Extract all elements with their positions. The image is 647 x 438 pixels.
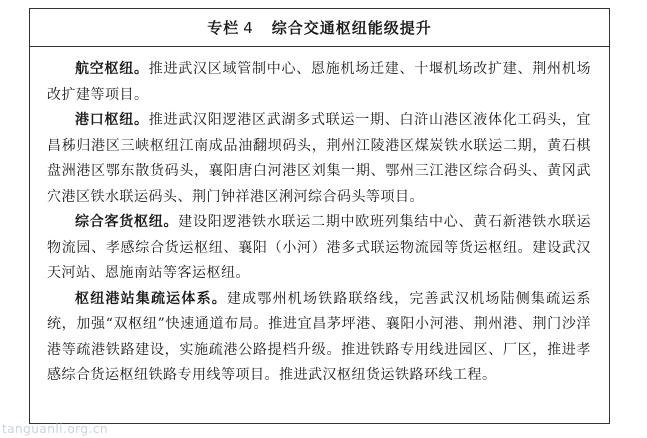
- paragraph-text: 推进武汉阳逻港区武湖多式联运一期、白浒山港区液体化工码头，宜昌秭归港区三峡枢纽江南成品油翻坝码头，荆州江陵港区煤炭铁水联运二期，黄石棋盘洲港区鄂东散货码头，襄阳唐白河港区刘集一期、鄂州三江港区综合码头、黄冈武穴港区铁水联运码头、荆门钟祥港区浰河综合码头等项目。: [47, 112, 591, 205]
- watermark: tanguanli.org.cn: [2, 422, 109, 436]
- paragraph-passenger-freight-hub: [47, 210, 591, 287]
- paragraph-text: 建设阳逻港铁水联运二期中欧班列集结中心、黄石新港铁水联运物流园、孝感综合货运枢纽、襄阳（小河）港多式联运物流园等货运枢纽。建设武汉天河站、恩施南站等客运枢纽。: [47, 214, 591, 281]
- paragraph-text: 推进武汉区域管制中心、恩施机场迁建、十堰机场改扩建、荆州机场改扩建等项目。: [47, 61, 591, 103]
- paragraph-title: 枢纽港站集疏运体系。: [75, 290, 227, 307]
- paragraph-title: 航空枢纽。: [75, 61, 149, 77]
- column-content: [30, 47, 609, 389]
- paragraph-aviation-hub: [47, 57, 591, 108]
- column-box: [29, 8, 610, 424]
- column-header: [30, 9, 609, 47]
- column-title: 综合交通枢纽能级提升: [271, 19, 432, 37]
- paragraph-text: 建成鄂州机场铁路联络线，完善武汉机场陆侧集疏运系统，加强“双枢纽”快速通道布局。推进宜昌茅坪港、襄阳小河港、荆州港、荆门沙洋港等疏港铁路建设，实施疏港公路提档升级。推进铁路专用线进园区、厂区，推进孝感综合货运枢纽铁路专用线等项目。推进武汉枢纽货运铁路环线工程。: [47, 290, 592, 383]
- paragraph-title: 港口枢纽。: [75, 112, 149, 128]
- paragraph-title: 综合客货枢纽。: [75, 214, 179, 230]
- paragraph-port-hub: [47, 108, 591, 210]
- column-number: 4: [243, 18, 254, 37]
- column-label: 专栏: [207, 19, 240, 37]
- paragraph-port-collection-system: [47, 287, 591, 389]
